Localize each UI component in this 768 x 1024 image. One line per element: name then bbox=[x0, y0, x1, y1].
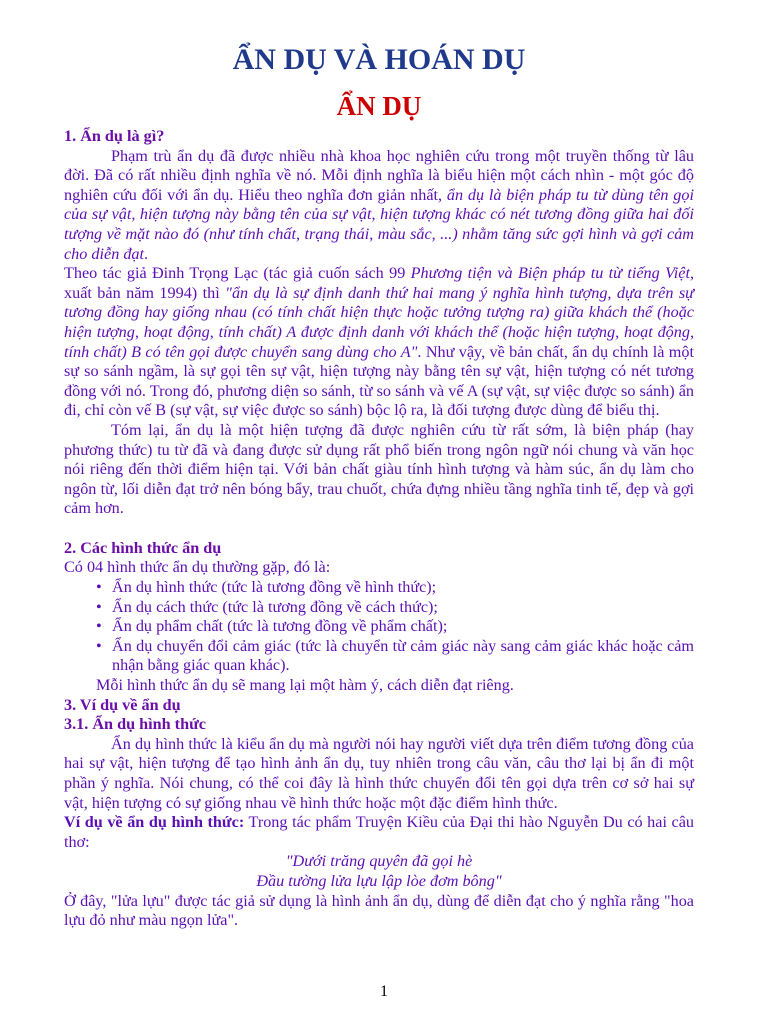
list-item bbox=[96, 617, 694, 637]
forms-intro: Có 04 hình thức ẩn dụ thường gặp, đó là: bbox=[64, 558, 331, 577]
bullet-icon: • bbox=[96, 578, 102, 597]
paragraph-explanation: Ở đây, "lửa lựu" được tác giả sử dụng là hình ảnh ẩn dụ, dùng để diễn đạt cho ý nghĩa rằng "hoa lựu đỏ như màu ngọn lửa". bbox=[64, 891, 694, 930]
forms-outro: Mỗi hình thức ẩn dụ sẽ mang lại một hàm ý, cách diễn đạt riêng. bbox=[96, 676, 514, 695]
italic-definition: ẩn dụ là biện pháp tu từ dùng tên gọi của sự vật, hiện tượng này bằng tên của sự vật, hiện tượng khác có nét tương đồng giữa hai đối tượng về mặt nào đó (như tính chất, trạng thái, màu sắc, ...) nhằm tăng sức gợi hình và gợi cảm cho diễn đạt bbox=[64, 185, 694, 263]
document-title: ẨN DỤ VÀ HOÁN DỤ bbox=[232, 43, 526, 76]
heading-forms: 2. Các hình thức ẩn dụ bbox=[64, 538, 222, 557]
paragraph-summary: Tóm lại, ẩn dụ là một hiện tượng đã được nghiên cứu từ rất sớm, là biện pháp (hay phương thức) tu từ đã và đang được sử dụng rất phổ biến trong ngôn ngữ nói chung và văn học nói riêng đến thời điểm hiện tại. Với bản chất giàu tính hình tượng và hàm súc, ẩn dụ làm cho ngôn từ, lối diễn đạt trở nên bóng bẩy, trau chuốt, chứa đựng nhiều tầng nghĩa tinh tế, đẹp và gợi cảm hơn. bbox=[64, 420, 694, 518]
paragraph-form-metaphor: Ẩn dụ hình thức là kiểu ẩn dụ mà người nói hay người viết dựa trên điểm tương đồng của hai sự vật, hiện tượng để tạo hình ảnh ẩn dụ, tuy nhiên trong câu văn, câu thơ lại bị ẩn đi một phần ý nghĩa. Nói chung, có thể coi đây là hình thức chuyển đổi tên gọi dựa trên cơ sở hai sự vật, hiện tượng có sự giống nhau về hình thức hoặc một đặc điểm hình thức. bbox=[64, 734, 694, 812]
paragraph-definition bbox=[64, 147, 694, 265]
italic-book-title: Phương tiện và Biện pháp tu từ tiếng Việt bbox=[410, 264, 690, 283]
list-item bbox=[96, 597, 694, 618]
heading-what-is-metaphor: 1. Ẩn dụ là gì? bbox=[64, 127, 165, 145]
list-item-text: Ẩn dụ chuyển đổi cảm giác (tức là chuyển từ cảm giác này sang cảm giác khác hoặc cảm nhận bằng giác quan khác). bbox=[112, 636, 694, 675]
text-run: , xuất bản năm 1994) thì bbox=[64, 264, 694, 302]
document-body bbox=[64, 40, 694, 931]
page-number: 1 bbox=[380, 983, 388, 1000]
heading-form-metaphor: 3.1. Ẩn dụ hình thức bbox=[64, 715, 206, 734]
text-run: Phạm trù ẩn dụ đã được nhiều nhà khoa học nghiên cứu trong một truyền thống từ lâu đời. Đã có rất nhiều định nghĩa về nó. Mỗi định nghĩa là biểu hiện một cách nhìn - một góc độ nghiên cứu đối với ẩn dụ. Hiểu theo nghĩa đơn giản nhất, bbox=[64, 146, 694, 204]
list-item bbox=[96, 578, 694, 598]
example-label: Ví dụ về ẩn dụ hình thức: bbox=[64, 813, 245, 832]
spacer bbox=[64, 519, 694, 539]
list-item-text: Ẩn dụ cách thức (tức là tương đồng về cách thức); bbox=[112, 597, 438, 616]
paragraph-example bbox=[64, 813, 694, 852]
text-run: Theo tác giả Đinh Trọng Lạc (tác giả cuốn sách 99 bbox=[64, 264, 411, 283]
italic-quote: "ẩn dụ là sự định danh thứ hai mang ý nghĩa hình tượng, dựa trên sự tương đồng hay giống nhau (có tính chất hiện thực hoặc tưởng tượng ra) giữa khách thể (hoặc hiện tượng, hoạt động, tính chất) A được định danh với khách thể (hoặc hiện tượng, hoạt động, tính chất) B có tên gọi được chuyển sang dùng cho A" bbox=[64, 283, 694, 361]
bullet-icon: • bbox=[96, 597, 102, 616]
list-item bbox=[96, 636, 694, 676]
text-run: . Như vậy, về bản chất, ẩn dụ chính là một sự so sánh ngầm, là sự gọi tên sự vật, hiện tượng này bằng tên sự vật, hiện tượng có nét tương đồng với nó. Trong đó, phương diện so sánh, từ so sánh và vế A (sự vật, sự việc được so sánh) ẩn đi, chỉ còn vế B (sự vật, sự việc được so sánh) bộc lộ ra, là đối tượng được dùng để biểu thị. bbox=[64, 342, 694, 420]
list-item-text: Ẩn dụ hình thức (tức là tương đồng về hình thức); bbox=[112, 578, 437, 597]
list-item-text: Ẩn dụ phẩm chất (tức là tương đồng về phẩm chất); bbox=[112, 617, 448, 636]
paragraph-dinh-trong-lac bbox=[64, 264, 694, 421]
forms-list bbox=[64, 578, 694, 676]
verse-line-2: Đầu tường lửa lựu lập lòe đơm bông" bbox=[256, 871, 502, 890]
bullet-icon: • bbox=[96, 617, 102, 636]
heading-examples: 3. Ví dụ về ẩn dụ bbox=[64, 695, 181, 714]
section-title: ẨN DỤ bbox=[336, 91, 422, 121]
text-run: Trong tác phẩm Truyện Kiều của Đại thi hào Nguyễn Du có hai câu thơ: bbox=[64, 813, 694, 851]
verse-line-1: "Dưới trăng quyên đã gọi hè bbox=[285, 852, 473, 871]
bullet-icon: • bbox=[96, 636, 102, 655]
text-run: . bbox=[144, 244, 149, 263]
